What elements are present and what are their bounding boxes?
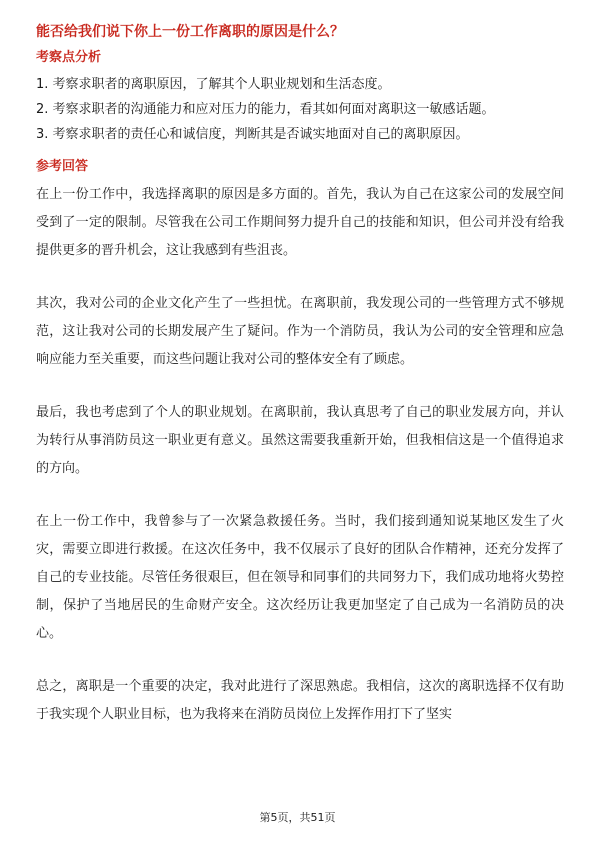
- analysis-point: 1. 考察求职者的离职原因，了解其个人职业规划和生活态度。: [36, 77, 391, 92]
- analysis-point: 3. 考察求职者的责任心和诚信度，判断其是否诚实地面对自己的离职原因。: [36, 127, 469, 142]
- page-number-footer: 第5页，共51页: [259, 811, 336, 824]
- analysis-points-list: [36, 72, 564, 147]
- question-heading: 能否给我们说下你上一份工作离职的原因是什么？: [36, 24, 344, 40]
- answer-paragraph: 在上一份工作中，我选择离职的原因是多方面的。首先，我认为自己在这家公司的发展空间受到了一定的限制。尽管我在公司工作期间努力提升自己的技能和知识，但公司并没有给我提供更多的晋升机会，这让我感到有些沮丧。: [36, 187, 564, 258]
- answer-paragraph: 总之，离职是一个重要的决定，我对此进行了深思熟虑。我相信，这次的离职选择不仅有助于我实现个人职业目标，也为我将来在消防员岗位上发挥作用打下了坚实: [36, 679, 564, 722]
- document-content: [36, 22, 564, 729]
- analysis-point: 2. 考察求职者的沟通能力和应对压力的能力，看其如何面对离职这一敏感话题。: [36, 102, 495, 117]
- answer-heading: 参考回答: [36, 159, 89, 174]
- answer-paragraph: 在上一份工作中，我曾参与了一次紧急救援任务。当时，我们接到通知说某地区发生了火灾，需要立即进行救援。在这次任务中，我不仅展示了良好的团队合作精神，还充分发挥了自己的专业技能。尽管任务很艰巨，但在领导和同事们的共同努力下，我们成功地将火势控制，保护了当地居民的生命财产安全。这次经历让我更加坚定了自己成为一名消防员的决心。: [36, 514, 564, 641]
- answer-paragraph: 其次，我对公司的企业文化产生了一些担忧。在离职前，我发现公司的一些管理方式不够规范，这让我对公司的长期发展产生了疑问。作为一个消防员，我认为公司的安全管理和应急响应能力至关重要，而这些问题让我对公司的整体安全有了顾虑。: [36, 296, 564, 367]
- analysis-heading: 考察点分析: [36, 50, 102, 65]
- answer-paragraph: 最后，我也考虑到了个人的职业规划。在离职前，我认真思考了自己的职业发展方向，并认为转行从事消防员这一职业更有意义。虽然这需要我重新开始，但我相信这是一个值得追求的方向。: [36, 405, 564, 476]
